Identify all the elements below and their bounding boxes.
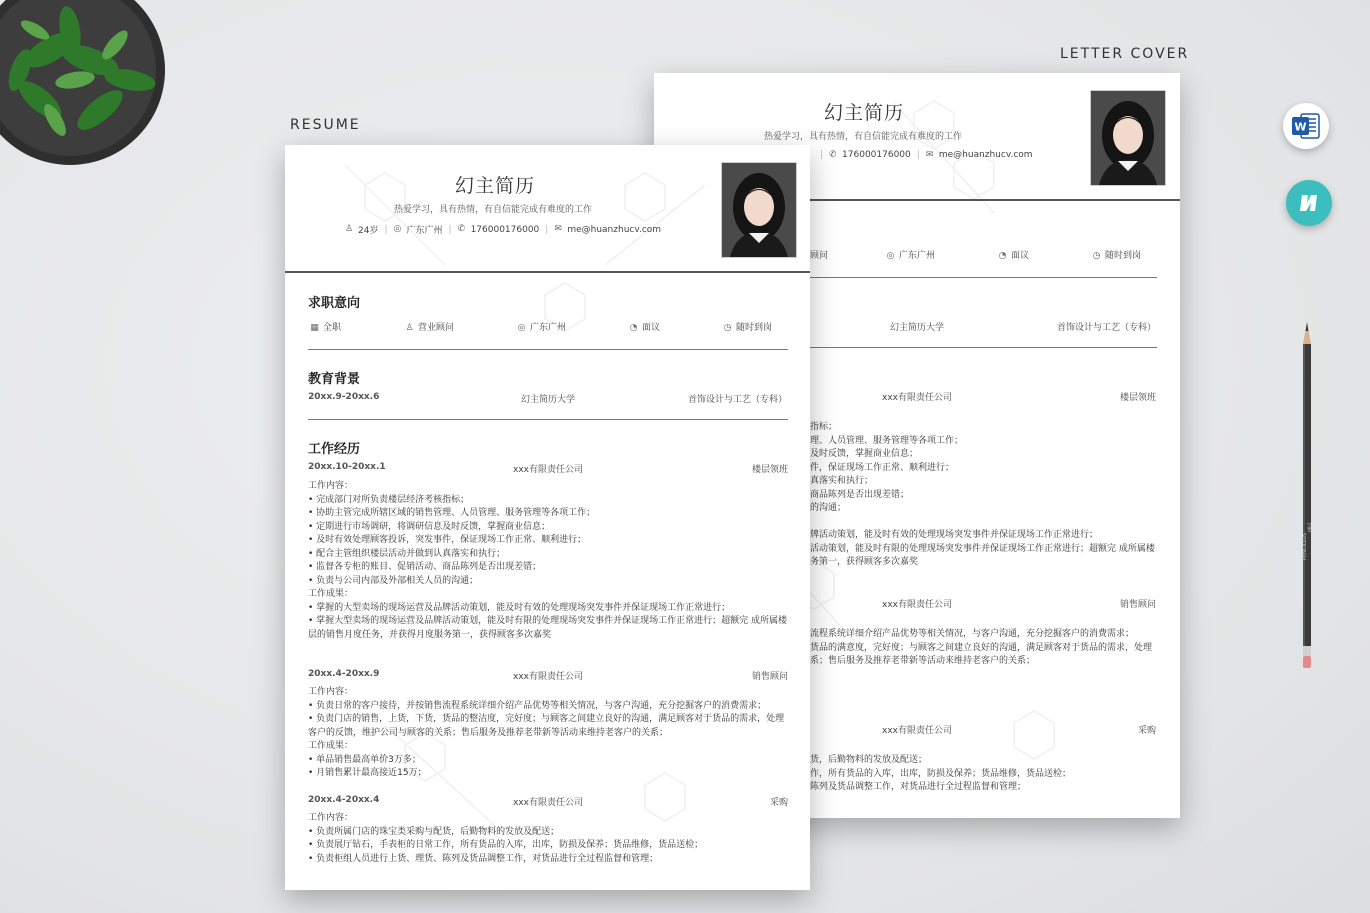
intent-role bbox=[405, 320, 454, 333]
svg-text:W: W bbox=[1294, 120, 1307, 134]
detail-line: • 负责柜组人员进行上货、理货、陈列及货品调整工作，对货品进行全过程监督和管理； bbox=[308, 853, 659, 864]
detail-line: • 负责与公司内部及外部相关人员的沟通； bbox=[308, 575, 479, 586]
detail-line: • 负责门店的销售，上货，下货，货品的整洁度，完好度；与顾客之间建立良好的沟通，满足顾客对于货品的需求，处理客户的反馈，维护公司与顾客的关系；售后服务及推荐老带新等活动来维持老客户的关系； bbox=[308, 714, 785, 738]
city-text: 广东广州 bbox=[406, 226, 443, 236]
detail-line: 牌活动策划，能及时有效的处理现场突发事件并保证现场工作正常进行； bbox=[810, 530, 1099, 540]
intent-start bbox=[723, 320, 772, 333]
detail-line: • 完成部门对所负责楼层经济考核指标； bbox=[308, 494, 470, 505]
cover-job3-position: 采购 bbox=[1138, 726, 1157, 736]
resume-title: 幻主简历 bbox=[455, 175, 536, 197]
separator: | bbox=[545, 224, 549, 235]
detail-line: 理、人员管理、服务管理等各项工作； bbox=[810, 435, 964, 446]
detail-line: • 月销售累计最高接近15万； bbox=[308, 768, 427, 778]
detail-line: • 监督各专柜的账目、促销活动、商品陈列是否出现差错； bbox=[308, 562, 542, 572]
phone-icon: ✆ bbox=[457, 224, 466, 234]
detail-line: 工作内容： bbox=[308, 813, 354, 823]
clock-icon: ◷ bbox=[723, 323, 732, 333]
location-icon: ◎ bbox=[393, 224, 402, 234]
header-divider bbox=[285, 271, 810, 273]
intent-city-text: 广东广州 bbox=[530, 323, 567, 333]
cover-job2-company: xxx有限责任公司 bbox=[882, 600, 952, 610]
job3-position: 采购 bbox=[770, 798, 789, 808]
word-app-icon[interactable] bbox=[1283, 103, 1329, 149]
detail-line: • 负责所属门店的珠宝类采购与配货，后勤物料的发放及配送； bbox=[308, 826, 560, 837]
intent-type-text: 全职 bbox=[323, 323, 342, 333]
detail-line: 件，保证现场工作正常、顺利进行； bbox=[810, 462, 955, 473]
app-logo-icon[interactable] bbox=[1286, 180, 1332, 226]
location-icon: ◎ bbox=[886, 251, 895, 261]
job3-details bbox=[308, 812, 793, 866]
intent-salary-text: 面议 bbox=[642, 323, 661, 333]
cover-intent-salary-text: 面议 bbox=[1011, 251, 1030, 261]
detail-line: • 定期进行市场调研，将调研信息及时反馈，掌握商业信息； bbox=[308, 521, 551, 532]
salary-icon: ◔ bbox=[629, 323, 638, 333]
cover-job2-details bbox=[810, 628, 1160, 669]
separator: | bbox=[916, 150, 920, 160]
detail-line: 陈列及货品调整工作，对货品进行全过程监督和管理； bbox=[810, 782, 1027, 792]
cover-title: 幻主简历 bbox=[824, 102, 905, 124]
detail-line: 货，后勤物料的发放及配送； bbox=[810, 755, 928, 765]
detail-line: 指标； bbox=[810, 422, 838, 432]
detail-line: 及时反馈，掌握商业信息； bbox=[810, 449, 919, 459]
cover-phone-text: 176000176000 bbox=[842, 150, 911, 160]
detail-line: 工作成果： bbox=[308, 741, 354, 751]
detail-line: 流程系统详细介绍产品优势等相关情况，与客户沟通，充分挖掘客户的消费需求； bbox=[810, 629, 1135, 639]
location-icon: ◎ bbox=[517, 323, 526, 333]
section-divider bbox=[308, 419, 788, 420]
detail-line: 活动策划，能及时有限的处理现场突发事件并保证现场工作正常进行；超额完 成所属楼 bbox=[810, 543, 1155, 554]
detail-line: 作，所有货品的入库，出库，防损及保养；货品维修，货品送检； bbox=[810, 768, 1072, 779]
age-item bbox=[345, 223, 378, 236]
intent-city bbox=[517, 320, 566, 333]
cover-slogan: 热爱学习，具有热情，有自信能完成有难度的工作 bbox=[764, 132, 963, 142]
clock-icon: ◷ bbox=[1092, 251, 1101, 261]
job1-date: 20xx.10-20xx.1 bbox=[308, 462, 386, 472]
detail-line: 的沟通； bbox=[810, 503, 847, 513]
letter-cover-label: LETTER COVER bbox=[1060, 46, 1190, 62]
job3-date: 20xx.4-20xx.4 bbox=[308, 795, 380, 805]
intent-type bbox=[310, 320, 341, 333]
job2-details bbox=[308, 686, 793, 781]
detail-line: 工作内容： bbox=[308, 687, 354, 697]
cover-job1-results bbox=[810, 529, 1160, 570]
cover-job2-position: 销售顾问 bbox=[1120, 600, 1157, 610]
pencil-grade-text: HB·2 bbox=[1307, 522, 1312, 532]
phone-item bbox=[443, 225, 540, 235]
detail-line: 工作内容： bbox=[308, 481, 354, 491]
cover-edu-school: 幻主简历大学 bbox=[890, 323, 945, 333]
phone-icon: ✆ bbox=[829, 149, 837, 160]
section-title-work: 工作经历 bbox=[308, 442, 361, 457]
edu-date: 20xx.9-20xx.6 bbox=[308, 392, 380, 402]
mail-icon: ✉ bbox=[554, 224, 562, 234]
resume-sheet bbox=[285, 145, 810, 890]
cover-email-text: me@huanzhucv.com bbox=[938, 150, 1033, 160]
mail-icon: ✉ bbox=[925, 149, 934, 160]
section-title-education: 教育背景 bbox=[308, 372, 361, 387]
cover-intent-city bbox=[886, 248, 935, 261]
email-text: me@huanzhucv.com bbox=[567, 224, 662, 235]
plant-pot-decoration bbox=[0, 0, 180, 190]
separator: | bbox=[820, 150, 824, 160]
grid-icon: ▦ bbox=[310, 323, 319, 333]
cover-edu-major: 首饰设计与工艺（专科） bbox=[1057, 323, 1157, 333]
cover-profile-photo bbox=[1090, 90, 1166, 186]
detail-line: • 单品销售最高单价3万多； bbox=[308, 754, 421, 765]
job1-position: 楼层领班 bbox=[752, 465, 789, 475]
job3-company: xxx有限责任公司 bbox=[513, 798, 583, 808]
intent-role-text: 营业顾问 bbox=[418, 323, 455, 333]
detail-line: 真落实和执行； bbox=[810, 476, 874, 486]
user-icon: ♙ bbox=[405, 323, 414, 333]
email-item bbox=[539, 225, 661, 235]
detail-line: • 负责展厅钻石，手表柜的日常工作，所有货品的入库，出库，防损及保养；货品维修，货品送检； bbox=[308, 840, 704, 850]
job1-company: xxx有限责任公司 bbox=[513, 465, 583, 475]
detail-line: 货品的满意度，完好度；与顾客之间建立良好的沟通，满足顾客对于货品的需求，处理 bbox=[810, 642, 1153, 653]
age-text: 24岁 bbox=[358, 226, 379, 236]
resume-slogan: 热爱学习，具有热情，有自信能完成有难度的工作 bbox=[394, 205, 593, 215]
separator: | bbox=[384, 224, 388, 235]
cover-job1-position: 楼层领班 bbox=[1120, 393, 1157, 403]
cover-intent-start bbox=[1092, 248, 1141, 261]
detail-line: • 掌握的大型卖场的现场运营及品牌活动策划，能及时有效的处理现场突发事件并保证现场工作正常进行； bbox=[308, 602, 731, 613]
detail-line: • 协助主管完成所辖区域的销售管理、人员管理、服务管理等各项工作； bbox=[308, 508, 596, 518]
job2-date: 20xx.4-20xx.9 bbox=[308, 669, 380, 679]
user-icon: ♙ bbox=[345, 224, 354, 234]
separator: | bbox=[448, 224, 452, 235]
intent-salary bbox=[629, 320, 660, 333]
pencil-brand-text: PENCILLUS bbox=[1302, 532, 1308, 560]
edu-major: 首饰设计与工艺（专科） bbox=[688, 395, 788, 405]
cover-intent-salary bbox=[998, 248, 1029, 261]
detail-line: • 及时有效处理顾客投诉，突发事件，保证现场工作正常、顺利进行； bbox=[308, 535, 587, 545]
edu-school: 幻主简历大学 bbox=[521, 395, 576, 405]
cover-job1-details bbox=[810, 421, 1160, 516]
city-item bbox=[378, 223, 442, 236]
section-divider bbox=[810, 347, 1157, 348]
cover-intent-role: 顾问 bbox=[810, 251, 829, 261]
detail-line: 工作成果： bbox=[308, 589, 354, 599]
pencil-decoration bbox=[1300, 322, 1314, 668]
resume-label: RESUME bbox=[290, 117, 361, 133]
detail-line: • 配合主管组织楼层活动并做到认真落实和执行； bbox=[308, 548, 506, 559]
cover-job3-company: xxx有限责任公司 bbox=[882, 726, 952, 736]
phone-text: 176000176000 bbox=[470, 224, 540, 235]
section-title-intent: 求职意向 bbox=[308, 296, 361, 311]
job2-company: xxx有限责任公司 bbox=[513, 672, 583, 682]
job2-position: 销售顾问 bbox=[752, 672, 789, 682]
detail-line: 务第一，获得顾客多次嘉奖 bbox=[810, 557, 919, 567]
cover-phone bbox=[814, 150, 911, 160]
detail-line: 商品陈列是否出现差错； bbox=[810, 489, 910, 500]
detail-line: 系；售后服务及推荐老带新等活动来维持老客户的关系； bbox=[810, 656, 1036, 666]
cover-job1-company: xxx有限责任公司 bbox=[882, 393, 952, 403]
job1-details bbox=[308, 480, 793, 642]
intent-start-text: 随时到岗 bbox=[736, 323, 773, 333]
section-divider bbox=[810, 277, 1157, 278]
resume-profile-photo bbox=[721, 162, 797, 258]
cover-job3-details bbox=[810, 754, 1160, 795]
salary-icon: ◔ bbox=[998, 251, 1007, 261]
cover-email bbox=[911, 150, 1033, 160]
detail-line: • 负责日常的客户接待，并按销售流程系统详细介绍产品优势等相关情况，与客户沟通，充分挖掘客户的消费需求； bbox=[308, 700, 767, 711]
cover-intent-city-text: 广东广州 bbox=[899, 251, 936, 261]
cover-intent-start-text: 随时到岗 bbox=[1105, 251, 1142, 261]
detail-line: • 掌握大型卖场的现场运营及品牌活动策划，能及时有限的处理现场突发事件并保证现场工作正常进行；超额完 成所属楼层的销售月度任务，并获得月度服务第一，获得顾客多次嘉奖 bbox=[308, 616, 788, 640]
section-divider bbox=[308, 349, 788, 350]
